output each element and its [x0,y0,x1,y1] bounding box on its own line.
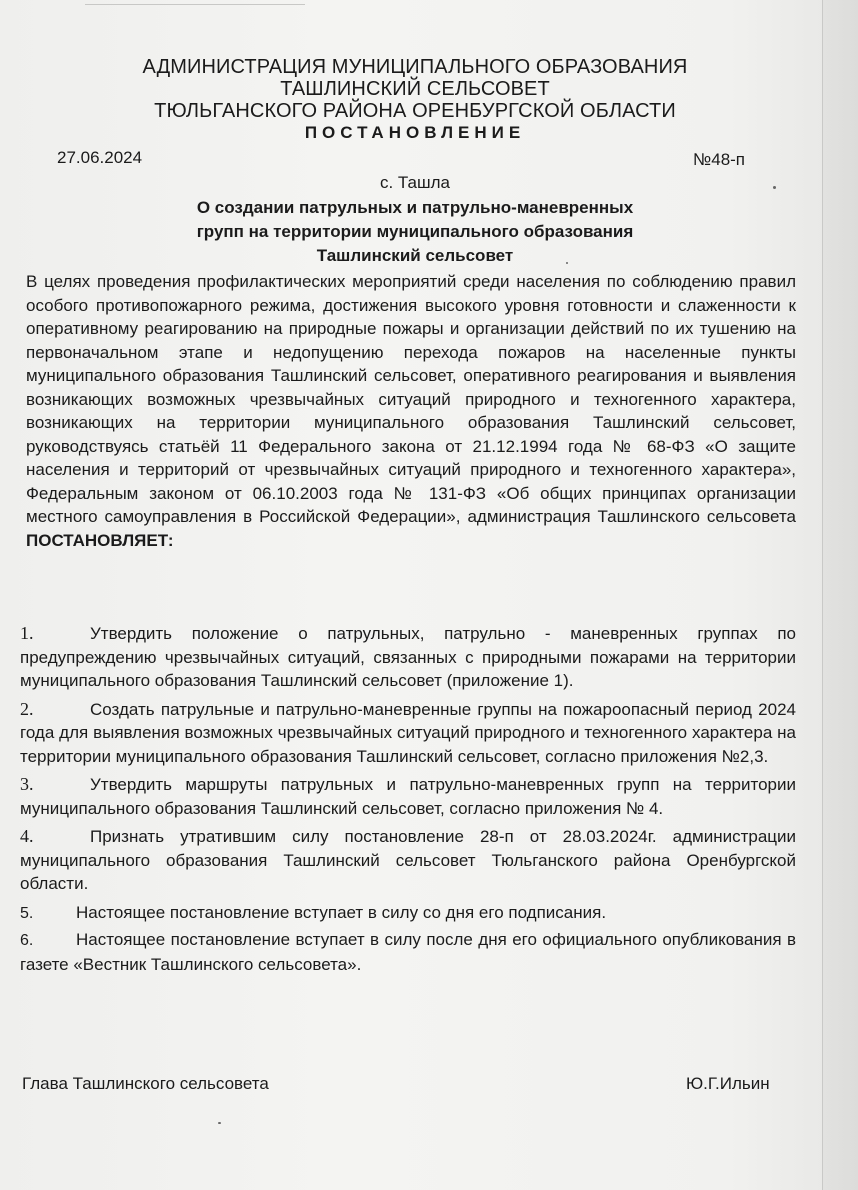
document-place: с. Ташла [379,173,451,192]
resolves-keyword: ПОСТАНОВЛЯЕТ: [26,530,174,550]
preamble-text: В целях проведения профилактических мероприятий среди населения по соблюдению правил особого противопожарного режима, достижения высокого уровня готовности и слаженности к оперативному реагированию на природные пожары и организации действий по их тушению на первоначальном этапе и недопущению перехода пожаров на населенные пункты муниципального образования Ташлинский сельсовет, оперативного реагирования и выявления возникающих возможных чрезвычайных ситуаций природного и техногенного характера, возникающих на территории муниципального образования Ташлинский сельсовет, руководствуясь статьёй 11 Федерального закона от 21.12.1994 года № 68-ФЗ «О защите населения и территорий от чрезвычайных ситуаций природного и техногенного характера», Федеральным законом от 06.10.2003 года № 131-ФЗ «Об общих принципах организации местного самоуправления в Российской Федерации», администрация Ташлинского сельсовета [26,272,796,526]
resolution-item [20,622,796,693]
document-type-title: ПОСТАНОВЛЕНИЕ [304,123,526,142]
subject-line-1: О создании патрульных и патрульно-маневренных [196,198,634,217]
item-text: Признать утратившим силу постановление 28-п от 28.03.2024г. администрации муниципального образования Ташлинский сельсовет Тюльганского района Оренбургской области. [20,827,796,893]
subject-line-3: Ташлинский сельсовет [316,246,514,265]
item-text: Настоящее постановление вступает в силу после дня его официального опубликования в газете «Вестник Ташлинского сельсовета». [20,930,796,974]
resolution-item [20,698,796,769]
header-line-1: АДМИНИСТРАЦИЯ МУНИЦИПАЛЬНОГО ОБРАЗОВАНИЯ [142,56,688,78]
item-number: 6. [20,932,34,949]
scan-speck [566,262,568,264]
item-number: 2. [20,698,34,719]
signatory-name: Ю.Г.Ильин [686,1074,770,1093]
header-line-2: ТАШЛИНСКИЙ СЕЛЬСОВЕТ [280,78,550,100]
item-number: 4. [20,826,34,846]
item-text: Создать патрульные и патрульно-маневренные группы на пожароопасный период 2024 года для выявления возможных чрезвычайных ситуаций природного и техногенного характера на территории муниципального образования Ташлинский сельсовет, согласно приложения №2,3. [20,699,796,766]
resolution-item [20,825,796,896]
scan-speck [773,186,776,189]
header-line-3: ТЮЛЬГАНСКОГО РАЙОНА ОРЕНБУРГСКОЙ ОБЛАСТИ [154,100,676,122]
item-text: Настоящее постановление вступает в силу со дня его подписания. [76,902,607,922]
document-header [0,56,830,144]
document-number: №48-п [693,150,746,169]
preamble-paragraph [26,270,796,552]
scan-speck [218,1122,221,1124]
item-number: 1. [20,623,34,643]
signatory-position: Глава Ташлинского сельсовета [22,1074,269,1093]
resolution-item [20,773,796,820]
document-subject [0,196,830,268]
resolution-items [20,622,796,979]
item-number: 5. [20,904,34,922]
document-date: 27.06.2024 [57,148,143,167]
item-number: 3. [20,774,34,794]
item-text: Утвердить маршруты патрульных и патрульно-маневренных групп на территории муниципального образования Ташлинский сельсовет, согласно приложения № 4. [20,775,796,818]
resolution-item [20,928,796,976]
scan-artifact-line [85,4,305,5]
subject-line-2: групп на территории муниципального образования [196,222,634,241]
item-text: Утвердить положение о патрульных, патрульно - маневренных группах по предупреждению чрезвычайных ситуаций, связанных с природными пожарами на территории муниципального образования Ташлинский сельсовет (приложение 1). [20,624,796,690]
resolution-item [20,901,796,926]
